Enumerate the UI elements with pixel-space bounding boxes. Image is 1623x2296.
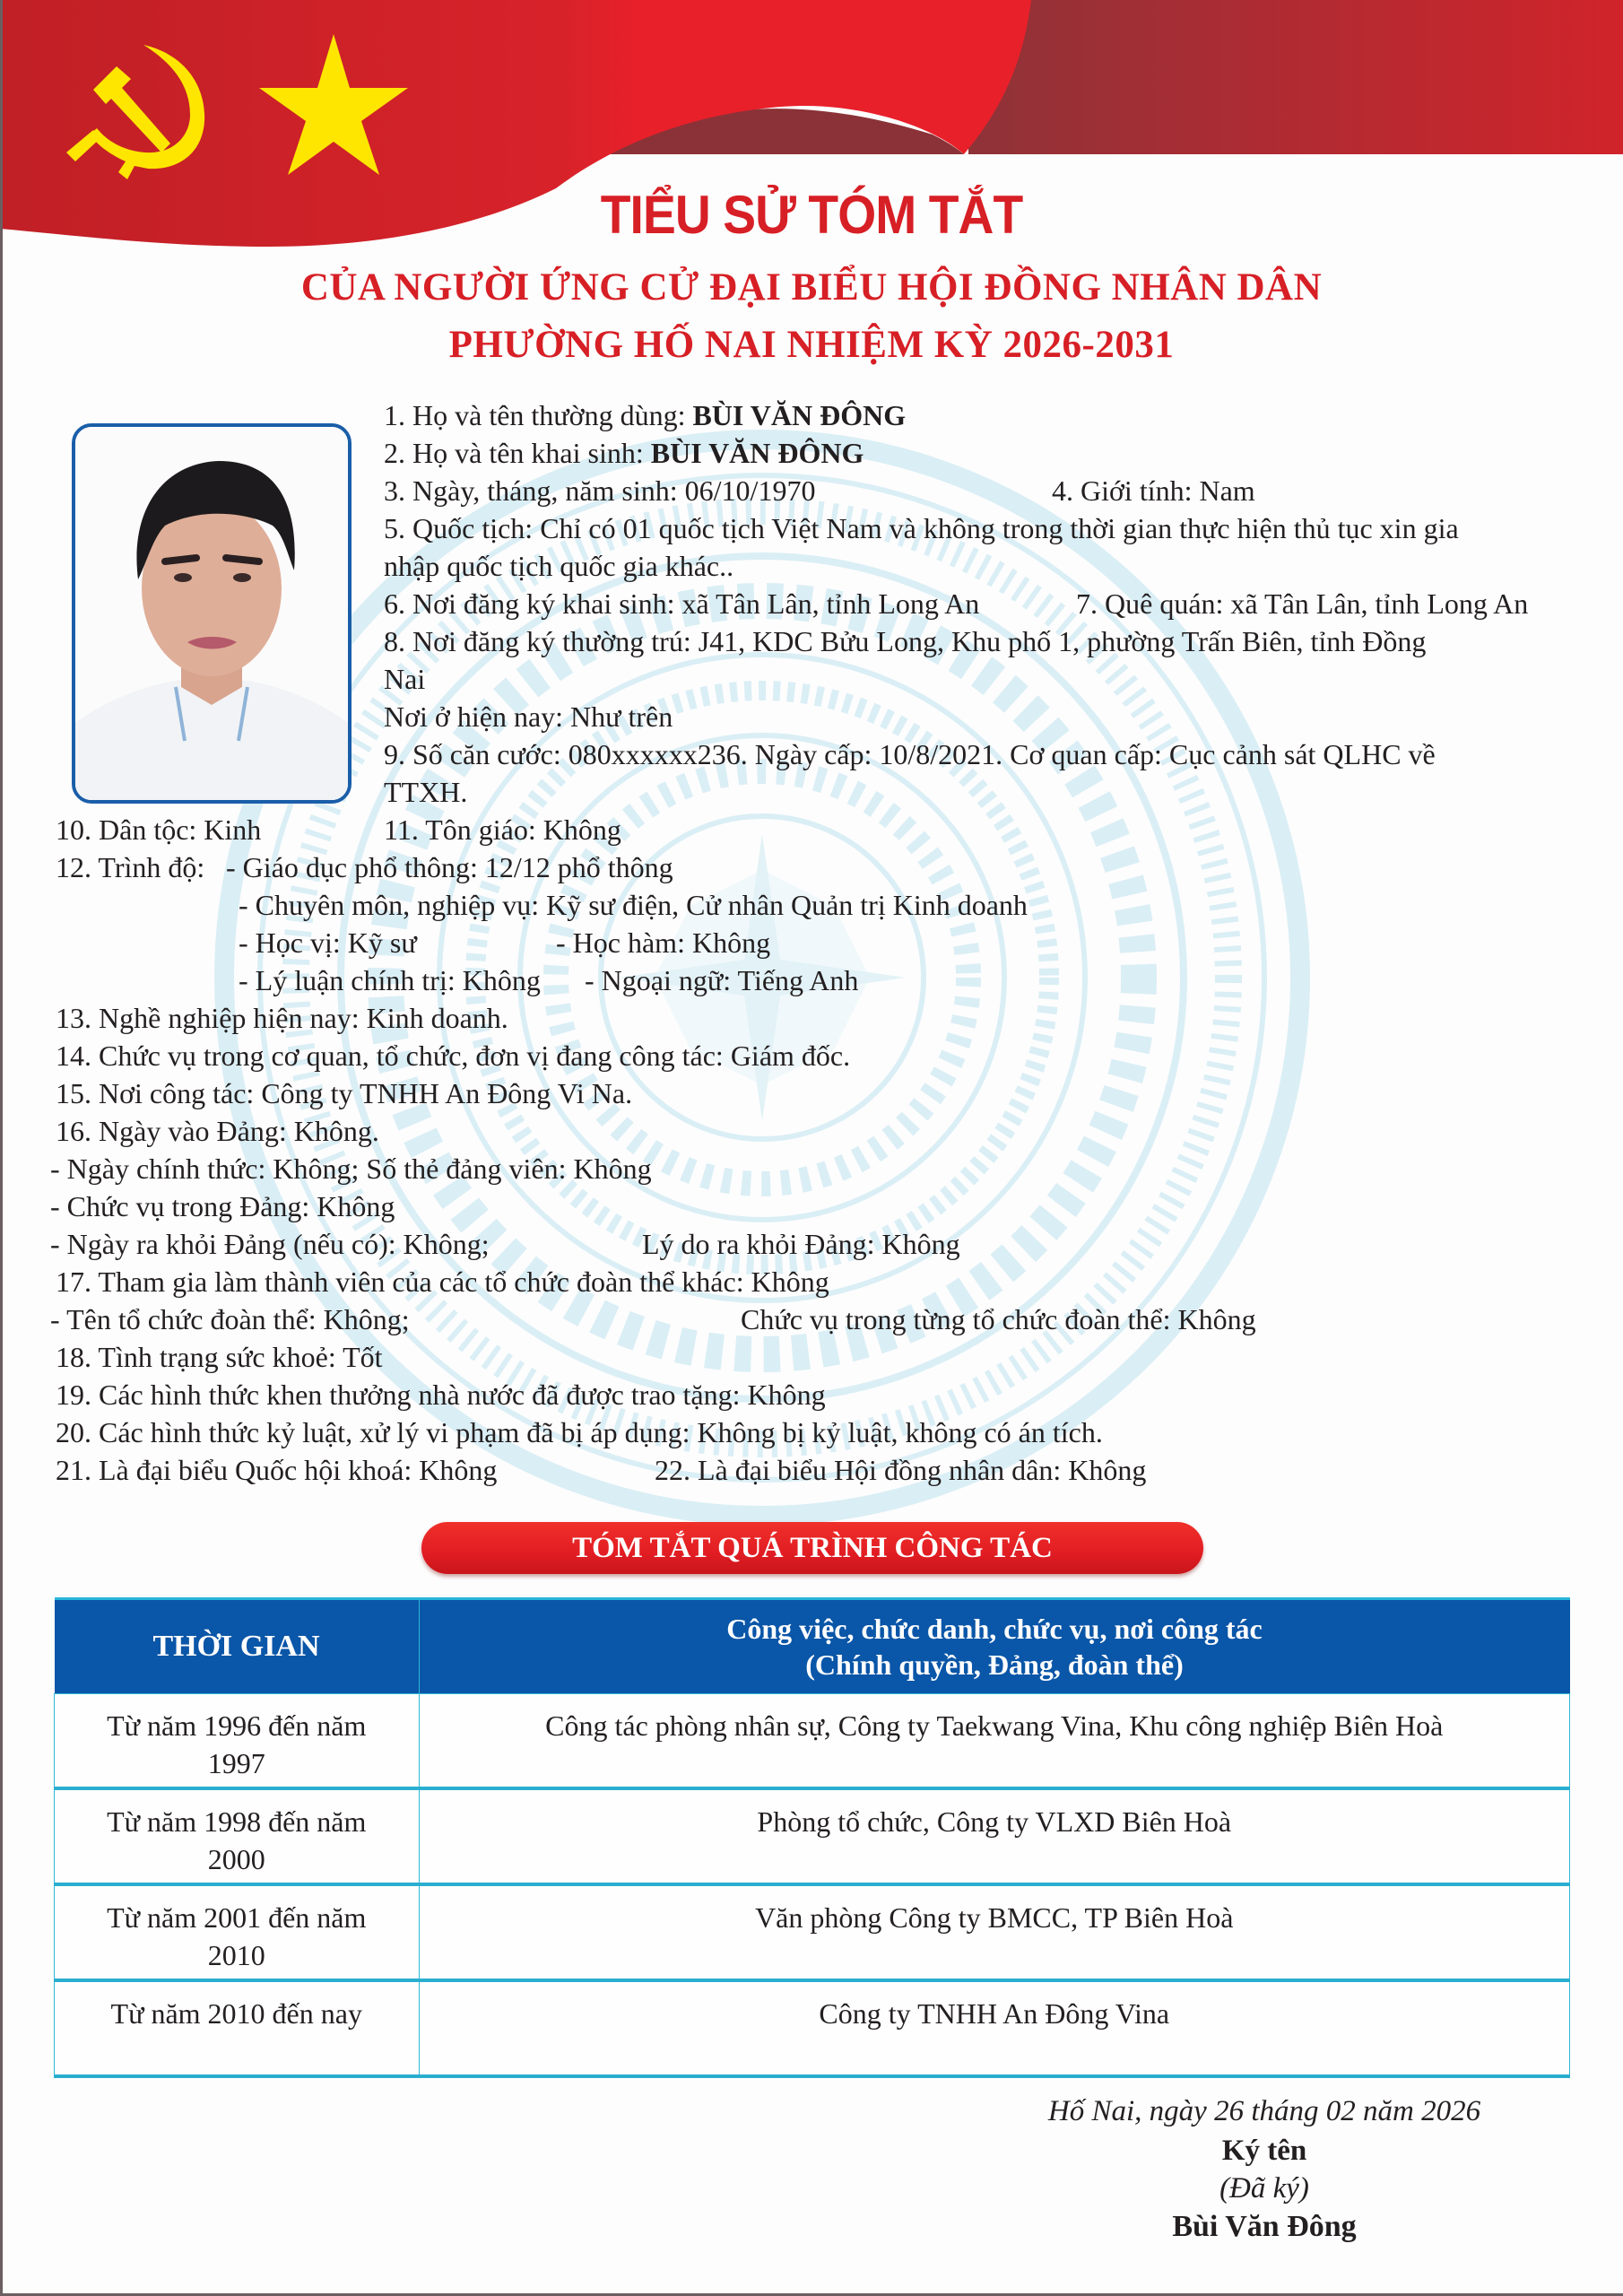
signature-place-date: Hố Nai, ngày 26 tháng 02 năm 2026: [1047, 2095, 1481, 2127]
info-party-official: - Ngày chính thức: Không; Số thẻ đảng viên: Không: [50, 1152, 652, 1185]
info-id-card-line1: 9. Số căn cước: 080xxxxxx236. Ngày cấp: 10/8/2021. Cơ quan cấp: Cục cảnh sát QLHC về: [384, 738, 1436, 770]
signatory-name: Bùi Văn Đông: [1172, 2210, 1357, 2243]
cell-time: Từ năm 2010 đến nay: [55, 1980, 420, 2076]
candidate-photo: [72, 423, 352, 804]
info-party-leave-reason: Lý do ra khỏi Đảng: Không: [642, 1228, 960, 1260]
table-row: [55, 1788, 1570, 1884]
info-political-theory: - Lý luận chính trị: Không: [239, 964, 541, 996]
info-foreign-language: - Ngoại ngữ: Tiếng Anh: [585, 964, 859, 996]
info-academic-degree: - Học vị: Kỹ sư: [239, 926, 417, 959]
document-title: TIỂU SỬ TÓM TẮT: [600, 185, 1023, 245]
info-position: 14. Chức vụ trong cơ quan, tổ chức, đơn vị đang công tác: Giám đốc.: [56, 1039, 851, 1072]
info-health: 18. Tình trạng sức khoẻ: Tốt: [56, 1341, 383, 1373]
info-birth-registration: 6. Nơi đăng ký khai sinh: xã Tân Lân, tỉnh Long An: [384, 587, 980, 620]
info-general-education: - Giáo dục phổ thông: 12/12 phổ thông: [226, 851, 673, 883]
birth-name-value: BÙI VĂN ĐÔNG: [650, 437, 864, 469]
table-row: [55, 1694, 1570, 1789]
cell-work: Công ty TNHH An Đông Vina: [419, 1980, 1570, 2076]
info-birth-name: 2. Họ và tên khai sinh: BÙI VĂN ĐÔNG: [384, 437, 864, 469]
info-hometown: 7. Quê quán: xã Tân Lân, tỉnh Long An: [1076, 587, 1529, 620]
info-ethnicity: 10. Dân tộc: Kinh: [56, 813, 262, 846]
info-party-join-date: 16. Ngày vào Đảng: Không.: [56, 1115, 379, 1147]
info-permanent-address-line2: Nai: [384, 663, 426, 695]
info-date-of-birth: 3. Ngày, tháng, năm sinh: 06/10/1970: [384, 474, 816, 507]
info-workplace: 15. Nơi công tác: Công ty TNHH An Đông Vi Na.: [56, 1077, 633, 1109]
info-peoples-council: 22. Là đại biểu Hội đồng nhân dân: Không: [655, 1454, 1147, 1486]
column-header-time: THỜI GIAN: [55, 1599, 420, 1694]
signature-label: Ký tên: [1221, 2135, 1307, 2167]
cell-work: Văn phòng Công ty BMCC, TP Biên Hoà: [419, 1884, 1570, 1980]
table-header-row: [55, 1599, 1570, 1694]
work-history-section-title: TÓM TẮT QUÁ TRÌNH CÔNG TÁC: [421, 1522, 1203, 1574]
info-party-leave-date: - Ngày ra khỏi Đảng (nếu có): Không;: [50, 1228, 490, 1260]
info-common-name: 1. Họ và tên thường dùng: BÙI VĂN ĐÔNG: [384, 399, 907, 431]
info-id-card-line2: TTXH.: [384, 776, 468, 808]
info-discipline: 20. Các hình thức kỷ luật, xử lý vi phạm đã bị áp dụng: Không bị kỷ luật, không có án tích.: [56, 1416, 1103, 1448]
info-national-assembly: 21. Là đại biểu Quốc hội khoá: Không: [56, 1454, 498, 1486]
info-current-residence: Nơi ở hiện nay: Như trên: [384, 700, 673, 733]
info-permanent-address-line1: 8. Nơi đăng ký thường trú: J41, KDC Bửu Long, Khu phố 1, phường Trấn Biên, tỉnh Đồng: [384, 625, 1427, 657]
portrait-placeholder: [75, 427, 348, 800]
info-nationality-line2: nhập quốc tịch quốc gia khác..: [384, 550, 734, 582]
column-header-work: Công việc, chức danh, chức vụ, nơi công tác (Chính quyền, Đảng, đoàn thể): [419, 1599, 1570, 1694]
table-row: [55, 1884, 1570, 1980]
info-party-position: - Chức vụ trong Đảng: Không: [50, 1190, 395, 1222]
info-specialty: - Chuyên môn, nghiệp vụ: Kỹ sư điện, Cử nhân Quản trị Kinh doanh: [239, 889, 1028, 921]
table-row: [55, 1980, 1570, 2076]
work-history-table: [54, 1597, 1570, 2078]
banner-dark-band: [968, 0, 1623, 154]
info-gender: 4. Giới tính: Nam: [1052, 474, 1255, 507]
info-awards: 19. Các hình thức khen thưởng nhà nước đã được trao tặng: Không: [56, 1378, 826, 1411]
info-education-label: 12. Trình độ:: [56, 851, 205, 883]
cell-work: Phòng tổ chức, Công ty VLXD Biên Hoà: [419, 1788, 1570, 1884]
info-organization-name: - Tên tổ chức đoàn thể: Không;: [50, 1303, 410, 1335]
cell-time: Từ năm 2001 đến năm 2010: [55, 1884, 420, 1980]
info-religion: 11. Tôn giáo: Không: [384, 813, 621, 846]
common-name-value: BÙI VĂN ĐÔNG: [692, 399, 907, 431]
info-organization-role: Chức vụ trong từng tổ chức đoàn thể: Không: [741, 1303, 1256, 1335]
cell-time: Từ năm 1998 đến năm 2000: [55, 1788, 420, 1884]
info-nationality-line1: 5. Quốc tịch: Chỉ có 01 quốc tịch Việt Nam và không trong thời gian thực hiện thủ tục xin gia: [384, 512, 1459, 544]
info-organizations: 17. Tham gia làm thành viên của các tổ chức đoàn thể khác: Không: [56, 1265, 829, 1298]
cell-time: Từ năm 1996 đến năm 1997: [55, 1694, 420, 1789]
info-academic-title: - Học hàm: Không: [556, 926, 771, 959]
cell-work: Công tác phòng nhân sự, Công ty Taekwang Vina, Khu công nghiệp Biên Hoà: [419, 1694, 1570, 1789]
document-subtitle-line1: CỦA NGƯỜI ỨNG CỬ ĐẠI BIỂU HỘI ĐỒNG NHÂN DÂN: [300, 266, 1323, 309]
info-occupation: 13. Nghề nghiệp hiện nay: Kinh doanh.: [56, 1002, 508, 1034]
signature-signed-note: (Đã ký): [1219, 2172, 1309, 2205]
document-subtitle-line2: PHƯỜNG HỐ NAI NHIỆM KỲ 2026-2031: [448, 324, 1175, 366]
